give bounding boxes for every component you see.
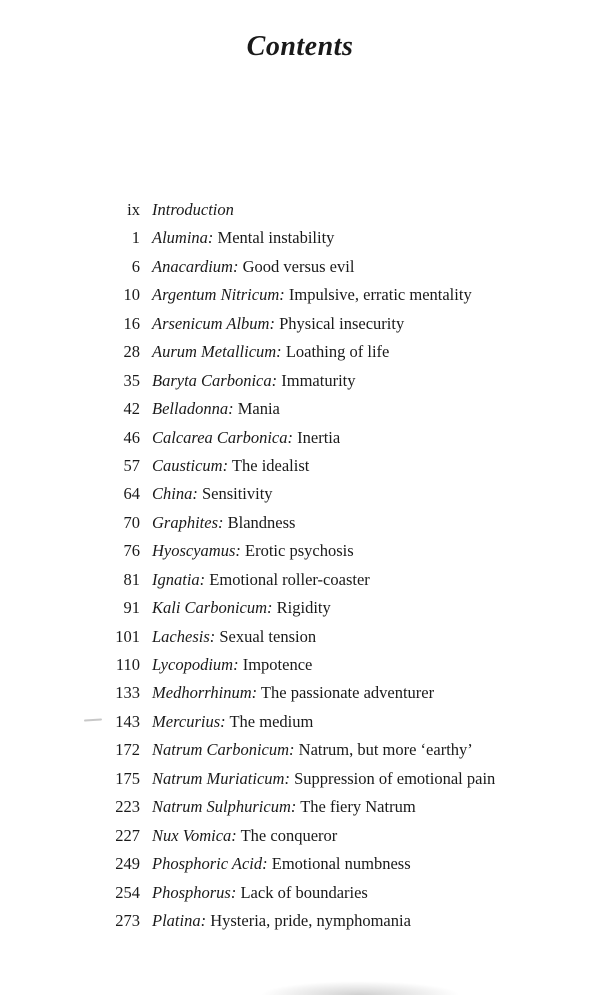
toc-remedy-name: Introduction	[152, 200, 234, 219]
toc-remedy-name: Baryta Carbonica:	[152, 370, 278, 390]
toc-page-number: 273	[115, 910, 140, 930]
toc-remedy-name: Ignatia:	[152, 569, 206, 589]
toc-description: Hysteria, pride, nymphomania	[206, 910, 411, 930]
toc-remedy-name: Hyoscyamus:	[152, 541, 241, 561]
toc-entry-text	[152, 651, 312, 679]
toc-page-number: 91	[123, 598, 140, 618]
toc-page-number: 223	[115, 797, 140, 817]
toc-page-number: 10	[123, 285, 140, 305]
toc-description: The idealist	[228, 455, 310, 475]
toc-entry-text	[152, 822, 337, 850]
toc-remedy-name: Graphites:	[152, 512, 224, 532]
toc-entry-text	[152, 395, 280, 423]
toc-page-number: 46	[123, 427, 140, 447]
toc-description: Physical insecurity	[274, 313, 405, 333]
toc-entry	[0, 765, 600, 793]
toc-description: The conqueror	[236, 825, 338, 845]
toc-page-number: 254	[115, 882, 140, 902]
toc-remedy-name: Natrum Sulphuricum:	[152, 797, 297, 817]
toc-entry-text	[152, 509, 295, 537]
toc-entry	[0, 480, 600, 508]
toc-entry	[0, 566, 600, 594]
toc-entry	[0, 594, 600, 622]
toc-description: Immaturity	[277, 370, 356, 390]
toc-description: Natrum, but more ‘earthy’	[294, 740, 473, 760]
toc-page-number: 101	[115, 626, 140, 646]
toc-remedy-name: China:	[152, 484, 198, 504]
toc-page-number: 81	[123, 569, 140, 589]
toc-entry	[0, 679, 600, 707]
toc-remedy-name: Natrum Carbonicum:	[152, 740, 295, 760]
toc-description: Loathing of life	[281, 342, 390, 362]
toc-page-number: 143	[115, 711, 140, 731]
toc-remedy-name: Arsenicum Album:	[152, 313, 275, 333]
toc-remedy-name: Alumina:	[152, 228, 214, 248]
toc-page-number: 1	[131, 228, 140, 248]
toc-page-number: ix	[127, 200, 140, 219]
toc-page-number: 57	[123, 455, 140, 475]
toc-entry-text	[152, 623, 316, 651]
scan-artifact	[260, 981, 460, 995]
toc-entry	[0, 424, 600, 452]
toc-entry-text	[152, 452, 309, 480]
toc-entry-text	[152, 253, 354, 281]
toc-description: Mania	[233, 399, 280, 419]
toc-entry	[0, 537, 600, 565]
toc-entry-text	[152, 679, 434, 707]
toc-page-number: 175	[115, 768, 140, 788]
toc-description: Mental instability	[213, 228, 335, 248]
toc-description: The fiery Natrum	[296, 797, 416, 817]
toc-description: Emotional numbness	[267, 854, 411, 874]
toc-entry	[0, 708, 600, 736]
toc-entry-text	[152, 736, 473, 764]
toc-list	[0, 196, 600, 935]
toc-entry	[0, 879, 600, 907]
toc-entry-text	[152, 765, 495, 793]
toc-entry-text	[152, 708, 313, 736]
toc-description: The passionate adventurer	[257, 683, 435, 703]
toc-entry	[0, 452, 600, 480]
toc-page-number: 42	[123, 399, 140, 419]
toc-description: Impotence	[238, 655, 313, 674]
toc-remedy-name: Mercurius:	[152, 711, 226, 731]
toc-description: Rigidity	[272, 598, 331, 618]
toc-remedy-name: Aurum Metallicum:	[152, 342, 282, 362]
toc-remedy-name: Causticum:	[152, 455, 229, 475]
toc-entry	[0, 822, 600, 850]
toc-remedy-name: Belladonna:	[152, 399, 234, 419]
toc-entry	[0, 196, 600, 224]
toc-description: Lack of boundaries	[236, 882, 368, 902]
toc-entry-text	[152, 850, 411, 878]
toc-entry-text	[152, 594, 331, 622]
toc-description: Impulsive, erratic mentality	[284, 285, 472, 305]
toc-page-number: 133	[115, 683, 140, 703]
toc-page-number: 16	[123, 313, 140, 333]
toc-remedy-name: Platina:	[152, 910, 207, 930]
toc-description: Blandness	[223, 512, 296, 532]
toc-entry	[0, 367, 600, 395]
toc-entry-text	[152, 907, 411, 935]
toc-entry-text	[152, 367, 355, 395]
toc-entry-text	[152, 537, 354, 565]
toc-entry	[0, 338, 600, 366]
toc-entry	[0, 310, 600, 338]
toc-page-number: 76	[123, 541, 140, 561]
toc-entry-text	[152, 196, 234, 224]
toc-page-number: 227	[115, 825, 140, 845]
toc-description: Sexual tension	[215, 626, 317, 646]
toc-entry	[0, 850, 600, 878]
toc-entry	[0, 253, 600, 281]
toc-remedy-name: Natrum Muriaticum:	[152, 768, 290, 788]
toc-page-number: 70	[123, 512, 140, 532]
toc-page-number: 64	[123, 484, 140, 504]
toc-remedy-name: Lachesis:	[152, 626, 216, 646]
toc-entry-text	[152, 566, 370, 594]
toc-entry-text	[152, 480, 273, 508]
toc-page-number: 110	[115, 655, 140, 674]
toc-entry	[0, 736, 600, 764]
toc-description: Erotic psychosis	[240, 541, 354, 561]
toc-remedy-name: Anacardium:	[152, 256, 239, 276]
toc-remedy-name: Kali Carbonicum:	[152, 598, 273, 618]
toc-entry	[0, 793, 600, 821]
toc-entry	[0, 651, 600, 679]
toc-page-number: 6	[131, 256, 140, 276]
toc-remedy-name: Phosphorus:	[152, 882, 237, 902]
toc-remedy-name: Calcarea Carbonica:	[152, 427, 293, 447]
toc-description: Emotional roller-coaster	[205, 569, 370, 589]
toc-page-number: 249	[115, 854, 140, 874]
toc-entry	[0, 395, 600, 423]
toc-remedy-name: Lycopodium:	[152, 655, 239, 674]
toc-entry-text	[152, 879, 368, 907]
toc-remedy-name: Medhorrhinum:	[152, 683, 258, 703]
toc-entry	[0, 224, 600, 252]
toc-description: Good versus evil	[238, 256, 355, 276]
toc-entry	[0, 907, 600, 935]
toc-remedy-name: Nux Vomica:	[152, 825, 237, 845]
toc-page-number: 35	[123, 370, 140, 390]
toc-entry-text	[152, 338, 389, 366]
toc-description: Suppression of emotional pain	[289, 768, 496, 788]
toc-remedy-name: Phosphoric Acid:	[152, 854, 268, 874]
toc-entry	[0, 281, 600, 309]
toc-entry-text	[152, 424, 340, 452]
toc-page-number: 28	[123, 342, 140, 362]
toc-entry-text	[152, 310, 404, 338]
toc-description: The medium	[225, 711, 314, 731]
toc-remedy-name: Argentum Nitricum:	[152, 285, 285, 305]
toc-entry	[0, 623, 600, 651]
toc-entry-text	[152, 281, 472, 309]
page-title: Contents	[246, 31, 354, 62]
toc-description: Sensitivity	[197, 484, 273, 504]
toc-description: Inertia	[293, 427, 341, 447]
toc-entry	[0, 509, 600, 537]
toc-entry-text	[152, 793, 416, 821]
toc-entry-text	[152, 224, 334, 252]
toc-page-number: 172	[115, 740, 140, 760]
